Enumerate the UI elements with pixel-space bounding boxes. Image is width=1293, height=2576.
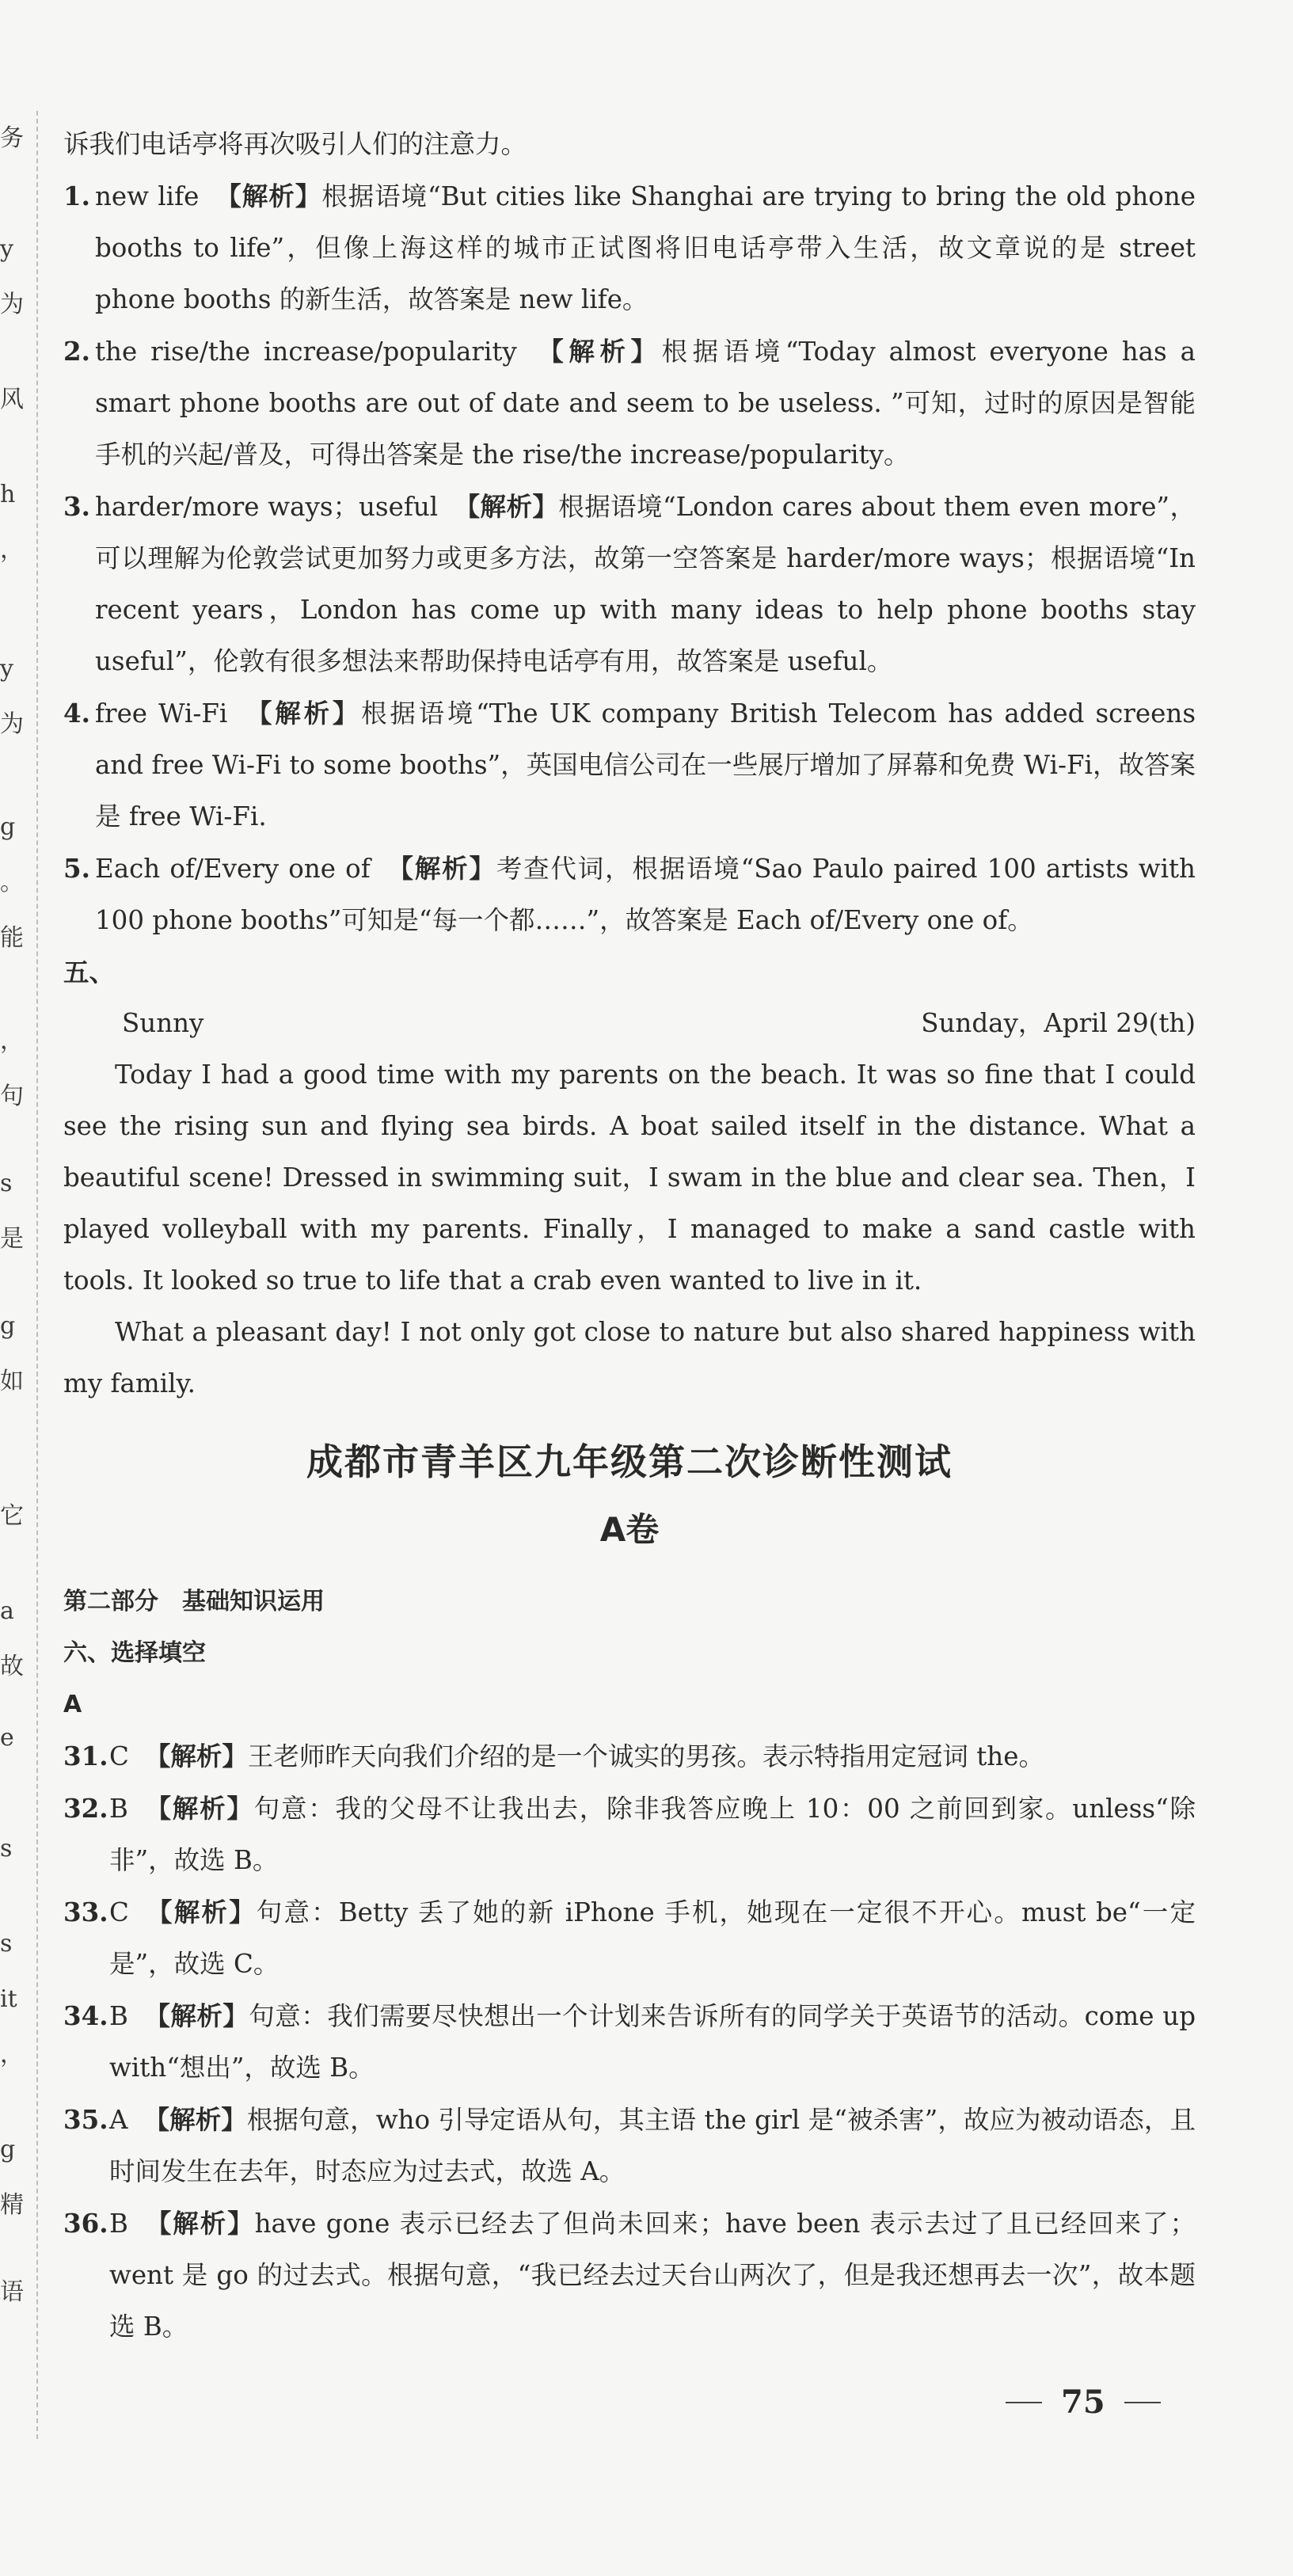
margin-char: s — [0, 1835, 13, 1863]
item-text — [95, 325, 1196, 481]
analysis-tag: 【解析】 — [143, 1793, 254, 1824]
item-text — [95, 481, 1196, 687]
diary-date: Sunday，April 29(th) — [921, 1008, 1196, 1038]
margin-char: 是 — [0, 1225, 24, 1253]
item-number: 33. — [63, 1897, 108, 1927]
paper-a-title: A卷 — [599, 1510, 660, 1549]
answer-item — [63, 687, 1196, 843]
analysis-tag: 【解析】 — [144, 1897, 257, 1927]
margin-char: 为 — [0, 291, 24, 318]
intro-line: 诉我们电话亭将再次吸引人们的注意力。 — [63, 129, 527, 159]
answer-item — [63, 1886, 1196, 1990]
diary-header — [63, 998, 1196, 1049]
margin-char: 。 — [0, 869, 24, 896]
section-six-heading: 六、选择填空 — [63, 1639, 206, 1667]
margin-char: 为 — [0, 710, 24, 738]
answer-item — [63, 1783, 1196, 1886]
item-answer: C — [109, 1897, 129, 1927]
answer-item — [63, 1990, 1196, 2094]
answer-content — [63, 119, 1196, 2353]
answer-item — [63, 170, 1196, 325]
item-answer: the rise/the increase/popularity — [95, 337, 517, 367]
diary-weather: Sunny — [122, 1008, 204, 1038]
margin-char: e — [0, 1724, 14, 1752]
item-text — [109, 2094, 1196, 2197]
analysis-text: 句意：我的父母不让我出去，除非我答应晚上 10：00 之前回到家。unless“除非”，故选 B。 — [109, 1794, 1196, 1875]
margin-char: s — [0, 1170, 13, 1197]
item-answer: C — [109, 1741, 129, 1771]
margin-char: 风 — [0, 386, 24, 413]
item-number: 5. — [63, 853, 90, 884]
item-number: 3. — [63, 491, 90, 522]
analysis-text: 句意：Betty 丢了她的新 iPhone 手机，她现在一定很不开心。must be“一定是”，故选 C。 — [109, 1897, 1196, 1979]
diary-paragraph-2: What a pleasant day! I not only got close to nature but also shared happiness with my family. — [63, 1317, 1196, 1398]
item-answer: B — [109, 1794, 128, 1824]
analysis-tag: 【解析】 — [144, 1741, 248, 1771]
margin-char: y — [0, 655, 13, 683]
margin-char: a — [0, 1597, 14, 1625]
item-answer: harder/more ways；useful — [95, 492, 439, 522]
group-a-label: A — [63, 1691, 82, 1718]
item-text — [109, 1730, 1196, 1783]
margin-char: 务 — [0, 124, 24, 152]
item-answer: B — [109, 2001, 128, 2031]
analysis-text: 根据句意，who 引导定语从句，其主语 the girl 是“被杀害”，故应为被动语态，且时间发生在去年，时态应为过去式，故选 A。 — [109, 2105, 1196, 2186]
margin-char: 精 — [0, 2191, 24, 2219]
answer-item — [63, 1730, 1196, 1783]
item-answer: free Wi-Fi — [95, 698, 228, 729]
analysis-text: 王老师昨天向我们介绍的是一个诚实的男孩。表示特指用定冠词 the。 — [247, 1741, 1044, 1771]
item-number: 35. — [63, 2104, 108, 2135]
margin-char: 故 — [0, 1653, 24, 1680]
item-text — [109, 1886, 1196, 1990]
margin-char: y — [0, 235, 13, 263]
item-answer: A — [109, 2105, 128, 2135]
analysis-text: 根据语境“London cares about them even more”，可以理解为伦敦尝试更加努力或更多方法，故第一空答案是 harder/more ways；根据语境“In recent years，London has come up with many ideas to help phone booths stay useful”，伦敦有很多想法来帮助保持电话亭有用，故答案是 useful。 — [95, 492, 1196, 676]
margin-char: 能 — [0, 924, 24, 952]
analysis-tag: 【解析】 — [454, 491, 559, 522]
analysis-tag: 【解析】 — [143, 2104, 247, 2135]
binding-dashed-line — [36, 111, 38, 2439]
binding-margin-text — [0, 111, 24, 2439]
analysis-tag: 【解析】 — [215, 181, 322, 211]
item-number: 32. — [63, 1793, 108, 1824]
part-name: 基础知识运用 — [182, 1588, 325, 1615]
analysis-text: 根据语境“The UK company British Telecom has added screens and free Wi-Fi to some booths”，英国电信公司在一些展厅增加了屏幕和免费 Wi-Fi，故答案是 free Wi-Fi. — [95, 698, 1196, 831]
item-text — [109, 2197, 1196, 2353]
answer-item — [63, 481, 1196, 687]
item-number: 36. — [63, 2208, 108, 2239]
item-text — [109, 1990, 1196, 2094]
item-number: 34. — [63, 2000, 108, 2031]
test-title: 成都市青羊区九年级第二次诊断性测试 — [306, 1440, 953, 1483]
margin-char: g — [0, 1312, 16, 1340]
diary-paragraph-1: Today I had a good time with my parents on the beach. It was so fine that I could see the rising sun and flying sea birds. A boat sailed itself in the distance. What a beautiful scene! Dressed in swimming suit，I swam in the blue and clear sea. Then，I played volleyball with my parents. Finally，I managed to make a sand castle with tools. It looked so true to life that a crab even wanted to live in it. — [63, 1060, 1196, 1296]
answer-item — [63, 2197, 1196, 2353]
item-number: 1. — [63, 181, 90, 211]
answer-item — [63, 843, 1196, 946]
choice-answers — [63, 1730, 1196, 2353]
footer-dash-left — [1006, 2402, 1042, 2403]
answer-item — [63, 325, 1196, 481]
item-number: 31. — [63, 1741, 108, 1771]
margin-char: ， — [0, 2041, 24, 2068]
page-footer — [1006, 2384, 1161, 2421]
item-answer: B — [109, 2209, 128, 2239]
footer-dash-right — [1124, 2402, 1161, 2403]
item-number: 2. — [63, 336, 90, 367]
answer-item — [63, 2094, 1196, 2197]
analysis-tag: 【解析】 — [532, 336, 662, 367]
analysis-tag: 【解析】 — [243, 698, 362, 729]
item-number: 4. — [63, 698, 90, 729]
margin-char: 语 — [0, 2278, 24, 2306]
margin-char: ， — [0, 536, 24, 564]
analysis-text: 根据语境“But cities like Shanghai are trying to bring the old phone booths to life”，但像上海这样的城市正试图将旧电话亭带入生活，故文章说的是 street phone booths 的新生活，故答案是 new life。 — [95, 181, 1196, 314]
item-text — [95, 170, 1196, 325]
reading-answers — [63, 170, 1196, 946]
item-text — [109, 1783, 1196, 1886]
part-label: 第二部分 — [63, 1588, 158, 1615]
item-text — [95, 687, 1196, 843]
margin-char: ， — [0, 1027, 24, 1055]
analysis-text: 考查代词，根据语境“Sao Paulo paired 100 artists with 100 phone booths”可知是“每一个都……”，故答案是 Each of/Every one of。 — [95, 854, 1196, 935]
analysis-tag: 【解析】 — [143, 2208, 255, 2239]
margin-char: 如 — [0, 1368, 24, 1395]
margin-char: it — [0, 1985, 17, 2013]
margin-char: 句 — [0, 1083, 24, 1110]
item-text — [95, 843, 1196, 946]
margin-char: h — [0, 481, 16, 508]
section-five-heading: 五、 — [63, 957, 116, 987]
part-heading — [63, 1576, 1196, 1627]
analysis-tag: 【解析】 — [386, 853, 496, 884]
margin-char: 它 — [0, 1502, 24, 1530]
analysis-text: have gone 表示已经去了但尚未回来；have been 表示去过了且已经回来了；went 是 go 的过去式。根据句意，“我已经去过天台山两次了，但是我还想再去一次”，故本题选 B。 — [109, 2209, 1196, 2342]
item-answer: new life — [95, 181, 200, 211]
analysis-text: 句意：我们需要尽快想出一个计划来告诉所有的同学关于英语节的活动。come up with“想出”，故选 B。 — [109, 2001, 1196, 2083]
analysis-text: 根据语境“Today almost everyone has a smart phone booths are out of date and seem to be useless. ”可知，过时的原因是智能手机的兴起/普及，可得出答案是 the rise/the increase/popularity。 — [95, 337, 1196, 470]
item-answer: Each of/Every one of — [95, 854, 371, 884]
analysis-tag: 【解析】 — [143, 2000, 249, 2031]
margin-char: s — [0, 1930, 13, 1958]
margin-char: g — [0, 813, 16, 841]
page-number: 75 — [1061, 2384, 1105, 2421]
margin-char: g — [0, 2136, 16, 2163]
